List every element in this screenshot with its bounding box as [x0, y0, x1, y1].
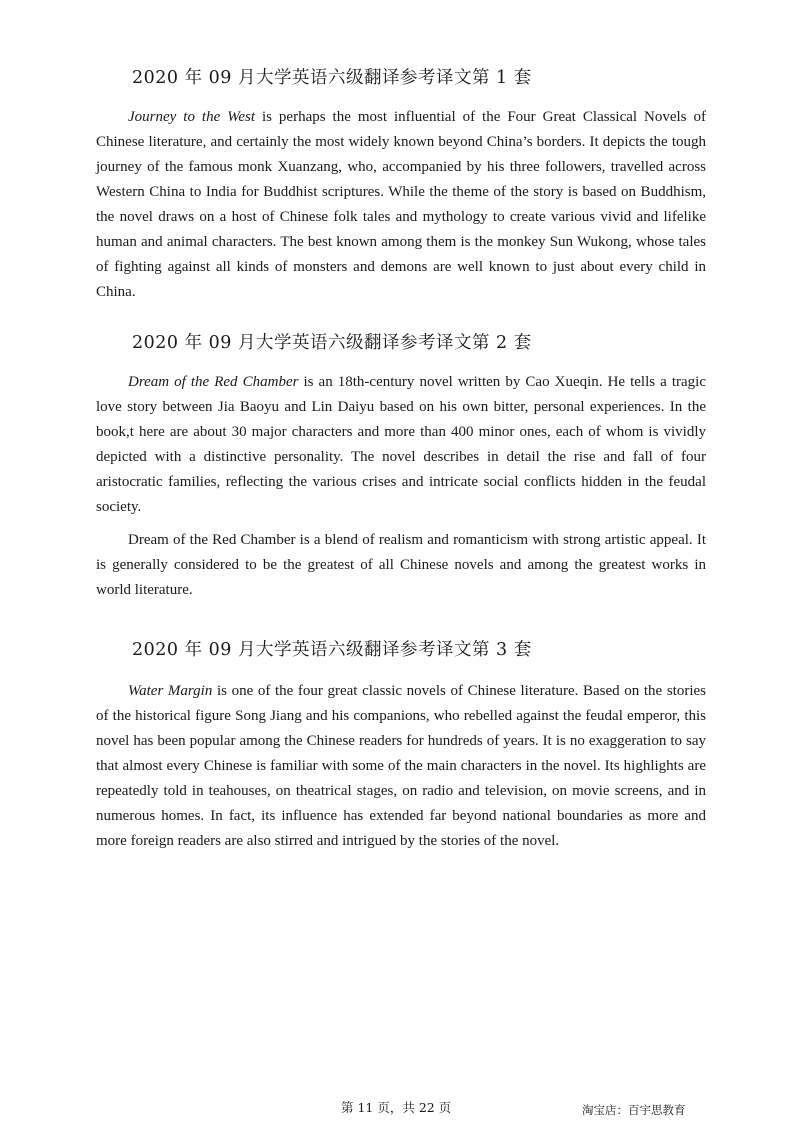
section-heading: 2020 年 09 月大学英语六级翻译参考译文第 3 套 [132, 640, 532, 660]
paragraph-text: is perhaps the most influential of the Four Great Classical Novels of Chinese literature, and certainly the most widely known beyond China’s borders. It depicts the tough journey of the famous monk Xuanzang, who, accompanied by his three followers, travelled across Western China to India for Buddhist scriptures. While the theme of the story is based on Buddhism, the novel draws on a host of Chinese folk tales and mythology to create various vivid and lifelike human and animal characters. The best known among them is the monkey Sun Wukong, whose tales of fighting against all kinds of monsters and demons are well known to just about every child in China. [96, 109, 706, 300]
paragraph [96, 679, 706, 854]
paragraph-text: Dream of the Red Chamber is a blend of realism and romanticism with strong artistic appeal. It is generally considered to be the greatest of all Chinese novels and among the greatest works in world literature. [96, 532, 706, 598]
paragraph [96, 105, 706, 305]
novel-title: Dream of the Red Chamber [128, 374, 299, 390]
section-heading: 2020 年 09 月大学英语六级翻译参考译文第 2 套 [132, 333, 532, 353]
paragraph-text: is one of the four great classic novels of Chinese literature. Based on the stories of the historical figure Song Jiang and his companions, who rebelled against the feudal emperor, this novel has been popular among the Chinese readers for hundreds of years. It is no exaggeration to say that almost every Chinese is familiar with some of the main characters in the novel. Its highlights are repeatedly told in teahouses, on theatrical stages, on radio and television, on movie screens, and in numerous homes. In fact, its influence has extended far beyond national boundaries as more and more foreign readers are also stirred and intrigued by the stories of the novel. [96, 683, 706, 849]
paragraph [96, 528, 706, 603]
novel-title: Journey to the West [128, 109, 255, 125]
novel-title: Water Margin [128, 683, 213, 699]
section-heading: 2020 年 09 月大学英语六级翻译参考译文第 1 套 [132, 68, 532, 88]
translation-section-3 [96, 636, 706, 854]
page-number: 第 11 页，共 22 页 [341, 1100, 452, 1115]
shop-label: 淘宝店：百宇思教育 [582, 1103, 686, 1117]
paragraph [96, 370, 706, 520]
translation-section-1 [96, 64, 706, 305]
translation-section-2 [96, 329, 706, 603]
paragraph-text: is an 18th-century novel written by Cao Xueqin. He tells a tragic love story between Jia Baoyu and Lin Daiyu based on his own bitter, personal experiences. In the book,t here are about 30 major characters and more than 400 minor ones, each of whom is vividly depicted with a distinctive personality. The novel describes in detail the rise and fall of four aristocratic families, reflecting the various crises and intricate social conflicts hidden in the feudal society. [96, 374, 707, 515]
